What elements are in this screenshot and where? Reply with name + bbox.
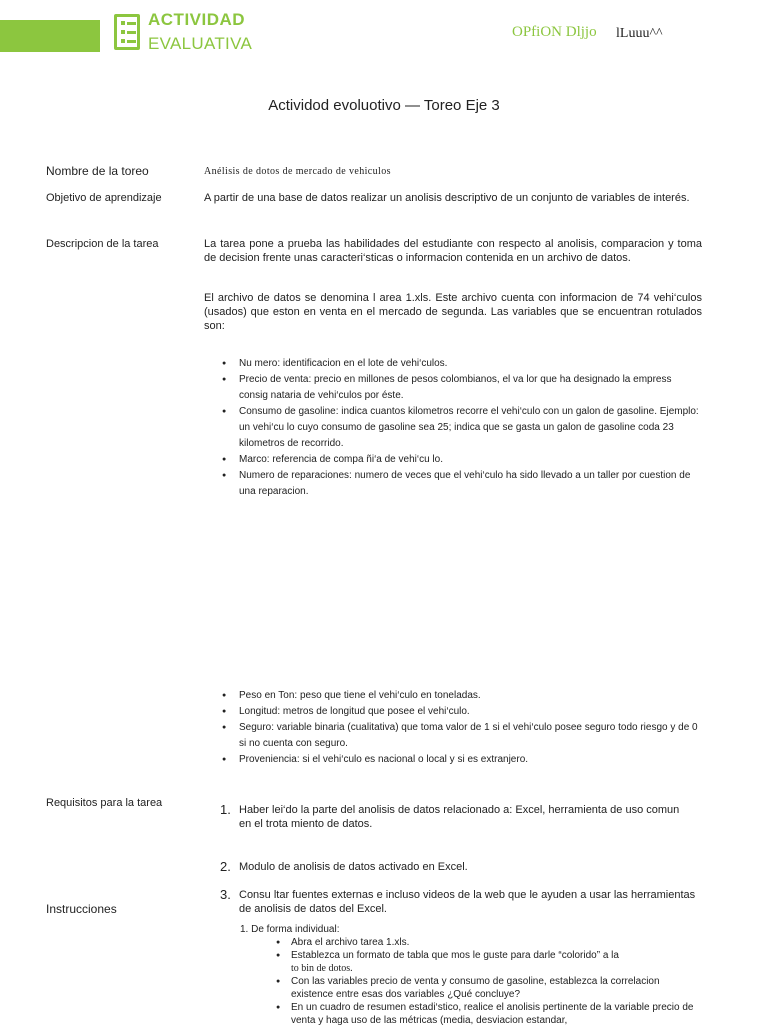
logo-text-line2: EVALUATIVA <box>148 34 253 53</box>
requisito-item-3 <box>220 888 704 916</box>
header-green-bar <box>0 20 100 52</box>
requisitos-label: Requisitos para la tarea <box>46 797 163 809</box>
list-item: ● En un cuadro de resumen estadi‘stico, realice el anolisis pertinente de la variable precio de venta y haga uso de las métricas (media, desviacion estandar, <box>240 1001 700 1027</box>
list-item: ● Proveniencia: si el vehi‘culo es nacional o local y si es extranjero. <box>222 752 702 768</box>
logo-text-line1: ACTIVIDAD <box>148 10 246 29</box>
list-item: ● Seguro: variable binaria (cualitativa) que toma valor de 1 si el vehi‘culo posee seguro todo riesgo y de 0 si no cuenta con seguro. <box>222 720 702 752</box>
requisito-text-1a: Haber lei‘do la parte del anolisis de datos relacionado a: Excel, herramienta de uso comun <box>239 804 680 816</box>
variables-list-a <box>222 356 702 500</box>
list-item: ● Con las variables precio de venta y consumo de gasoline, establezca la correlacion existence entre esas dos variables ¿Qué concluye? <box>240 975 700 1001</box>
objetivo-value: A partir de una base de datos realizar un anolisis descriptivo de un conjunto de variables de interés. <box>204 192 690 204</box>
descripcion-paragraph-1: La tarea pone a prueba las habilidades del estudiante con respecto al anolisis, comparacion y toma de decision frente unas caracteri‘sticas o informacion contenida en un archivo de datos. <box>204 238 702 264</box>
instrucciones-label: Instrucciones <box>46 902 117 916</box>
descripcion-paragraph-2: El archivo de datos se denomina l area 1.xls. Este archivo cuenta con informacion de 74 vehi‘culos (usados) que eston en venta en el mercado de segunda. Las variables que se encuentran rotulados son: <box>204 292 702 332</box>
descripcion-label: Descripcion de la tarea <box>46 238 159 250</box>
requisito-text-3: Consu ltar fuentes externas e incluso videos de la web que le ayuden a usar las herramientas de anolisis de datos del Excel. <box>239 889 696 915</box>
list-item: ● Numero de reparaciones: numero de veces que el vehi‘culo ha sido llevado a un taller por cuestion de una reparacion. <box>222 468 702 500</box>
list-item: ● Consumo de gasoline: indica cuantos kilometros recorre el vehi‘culo con un galon de gasoline. Ejemplo: un vehi‘cu lo cuyo consumo de gasoline sea 25; indica que se gasta un galon de gasoline coda 23 kilometros de recorrido. <box>222 404 702 452</box>
requisito-text-2: Modulo de anolisis de datos activado en Excel. <box>239 861 468 873</box>
requisito-item-1 <box>220 803 704 831</box>
list-item: ● Precio de venta: precio en millones de pesos colombianos, el va lor que ha designado la empress consig nataria de vehi‘culos por éste. <box>222 372 702 404</box>
list-item-tail: to bin de dotos. <box>291 963 353 974</box>
list-item: ● Longitud: metros de longitud que posee el vehi‘culo. <box>222 704 702 720</box>
list-item: ● Peso en Ton: peso que tiene el vehi‘culo en toneladas. <box>222 688 702 704</box>
objetivo-label: Objetivo de aprendizaje <box>46 192 162 204</box>
instrucciones-subheading: 1. De forma individual: <box>240 924 340 935</box>
list-item: ● Marco: referencia de compa ñi‘a de vehi‘cu lo. <box>222 452 702 468</box>
list-item: ● Abra el archivo tarea 1.xls. <box>240 936 700 949</box>
list-item-text: Establezca un formato de tabla que mos le guste para darle “colorido” a la <box>291 950 619 961</box>
requisito-text-1b: en el trota miento de datos. <box>239 818 373 830</box>
requisito-item-2 <box>220 860 704 874</box>
page-title: Actividod evoluotivo — Toreo Eje 3 <box>268 97 500 114</box>
instrucciones-block <box>240 923 700 1027</box>
item-number: 1. <box>220 802 231 817</box>
item-number: 2. <box>220 859 231 874</box>
variables-list-b <box>222 688 702 768</box>
list-item: ● Nu mero: identificacion en el lote de vehi‘culos. <box>222 356 702 372</box>
header-right-text: OPfiON Dljjo <box>512 24 597 40</box>
nombre-label: Nombre de la toreo <box>46 164 149 178</box>
item-number: 3. <box>220 887 231 902</box>
nombre-value: Anélisis de dotos de mercado de vehiculos <box>204 166 391 177</box>
list-item <box>240 949 700 975</box>
checklist-icon <box>114 14 140 50</box>
header-right-signature: lLuuu^^ <box>616 26 663 41</box>
